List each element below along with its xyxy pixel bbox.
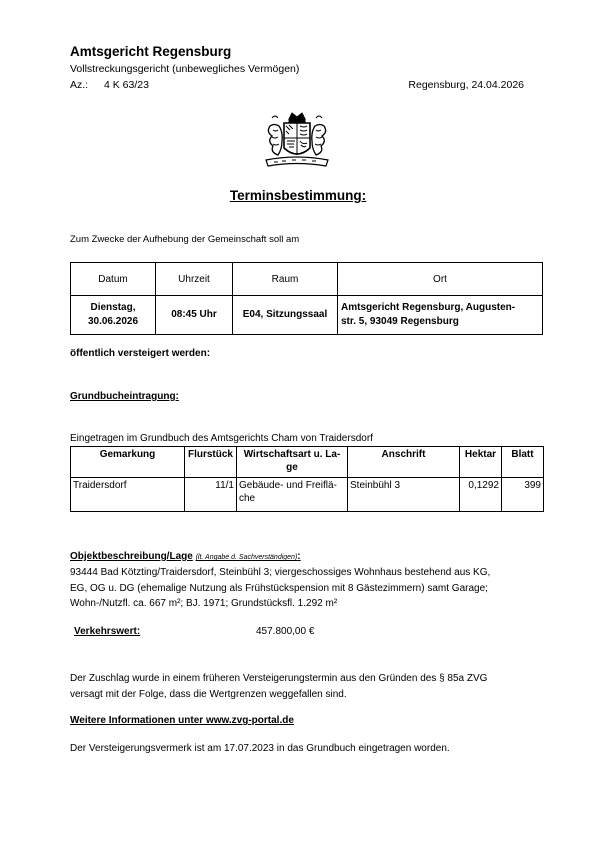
case-number-label: Az.: — [70, 79, 89, 91]
cell-wirtschaftsart-line2: che — [239, 493, 256, 504]
appointment-place-line2: str. 5, 93049 Regensburg — [341, 316, 459, 327]
zuschlag-line1: Der Zuschlag wurde in einem früheren Versteigerungstermin aus den Gründen des § 85a ZVG — [70, 673, 488, 684]
grundbuch-table — [70, 446, 544, 512]
header-anschrift: Anschrift — [348, 447, 460, 478]
zuschlag-notice — [70, 671, 540, 702]
objekt-heading-label: Objektbeschreibung/Lage — [70, 551, 193, 562]
grundbuch-intro: Eingetragen im Grundbuch des Amtsgerichts Cham von Traidersdorf — [70, 433, 373, 444]
cell-blatt: 399 — [502, 478, 544, 512]
verkehrswert-value: 457.800,00 € — [256, 626, 315, 637]
objekt-line2: EG, OG u. DG (ehemalige Nutzung als Frühstückspension mit 8 Gästezimmern) samt Garage; — [70, 582, 488, 594]
bavarian-coat-of-arms-icon — [262, 110, 332, 172]
cell-wirtschaftsart — [237, 478, 348, 512]
appointment-time: 08:45 Uhr — [156, 296, 233, 335]
appointment-table — [70, 262, 543, 335]
more-info-link[interactable]: Weitere Informationen unter www.zvg-portal.de — [70, 715, 294, 726]
appointment-date — [71, 296, 156, 335]
objekt-description — [70, 565, 540, 612]
header-uhrzeit: Uhrzeit — [156, 263, 233, 296]
header-wirtschaftsart — [237, 447, 348, 478]
case-number: 4 K 63/23 — [104, 79, 149, 91]
objekt-source-note: (lt. Angabe d. Sachverständigen) — [195, 554, 298, 561]
auction-statement: öffentlich versteigert werden: — [70, 348, 211, 359]
zuschlag-line2: versagt mit der Folge, dass die Wertgrenzen weggefallen sind. — [70, 688, 347, 700]
header-flurstueck: Flurstück — [185, 447, 237, 478]
header-hektar: Hektar — [460, 447, 502, 478]
cell-gemarkung: Traidersdorf — [71, 478, 185, 512]
objekt-line3: Wohn-/Nutzfl. ca. 667 m²; BJ. 1971; Grundstücksfl. 1.292 m² — [70, 598, 338, 609]
cell-anschrift: Steinbühl 3 — [348, 478, 460, 512]
appointment-place — [338, 296, 543, 335]
appointment-weekday: Dienstag, — [90, 302, 136, 313]
grundbuch-heading: Grundbucheintragung: — [70, 391, 179, 402]
court-subtitle: Vollstreckungsgericht (unbewegliches Vermögen) — [70, 63, 300, 75]
vermerk-text: Der Versteigerungsvermerk ist am 17.07.2023 in das Grundbuch eingetragen worden. — [70, 743, 450, 754]
objekt-heading — [70, 551, 301, 562]
intro-text: Zum Zwecke der Aufhebung der Gemeinschaft soll am — [70, 234, 300, 245]
objekt-line1: 93444 Bad Kötzting/Traidersdorf, Steinbühl 3; viergeschossiges Wohnhaus bestehend aus KG, — [70, 567, 491, 578]
header-wirtschaftsart-line1: Wirtschaftsart u. La- — [243, 449, 341, 460]
header-wirtschaftsart-line2: ge — [286, 462, 298, 473]
appointment-date-value: 30.06.2026 — [87, 316, 139, 327]
cell-wirtschaftsart-line1: Gebäude- und Freiflä- — [239, 480, 337, 491]
header-blatt: Blatt — [502, 447, 544, 478]
appointment-room: E04, Sitzungssaal — [233, 296, 338, 335]
objekt-heading-colon: : — [297, 551, 301, 562]
grundbuch-row — [71, 478, 544, 512]
grundbuch-header-row — [71, 447, 544, 478]
header-ort: Ort — [338, 263, 543, 296]
appointment-header-row — [71, 263, 543, 296]
header-raum: Raum — [233, 263, 338, 296]
document-title: Terminsbestimmung: — [229, 188, 367, 203]
cell-hektar: 0,1292 — [460, 478, 502, 512]
place-date: Regensburg, 24.04.2026 — [408, 79, 524, 91]
appointment-place-line1: Amtsgericht Regensburg, Augusten- — [341, 302, 516, 313]
cell-flurstueck: 11/1 — [185, 478, 237, 512]
court-name: Amtsgericht Regensburg — [70, 44, 232, 59]
header-gemarkung: Gemarkung — [71, 447, 185, 478]
verkehrswert-label: Verkehrswert: — [74, 626, 141, 637]
header-datum: Datum — [71, 263, 156, 296]
appointment-value-row — [71, 296, 543, 335]
